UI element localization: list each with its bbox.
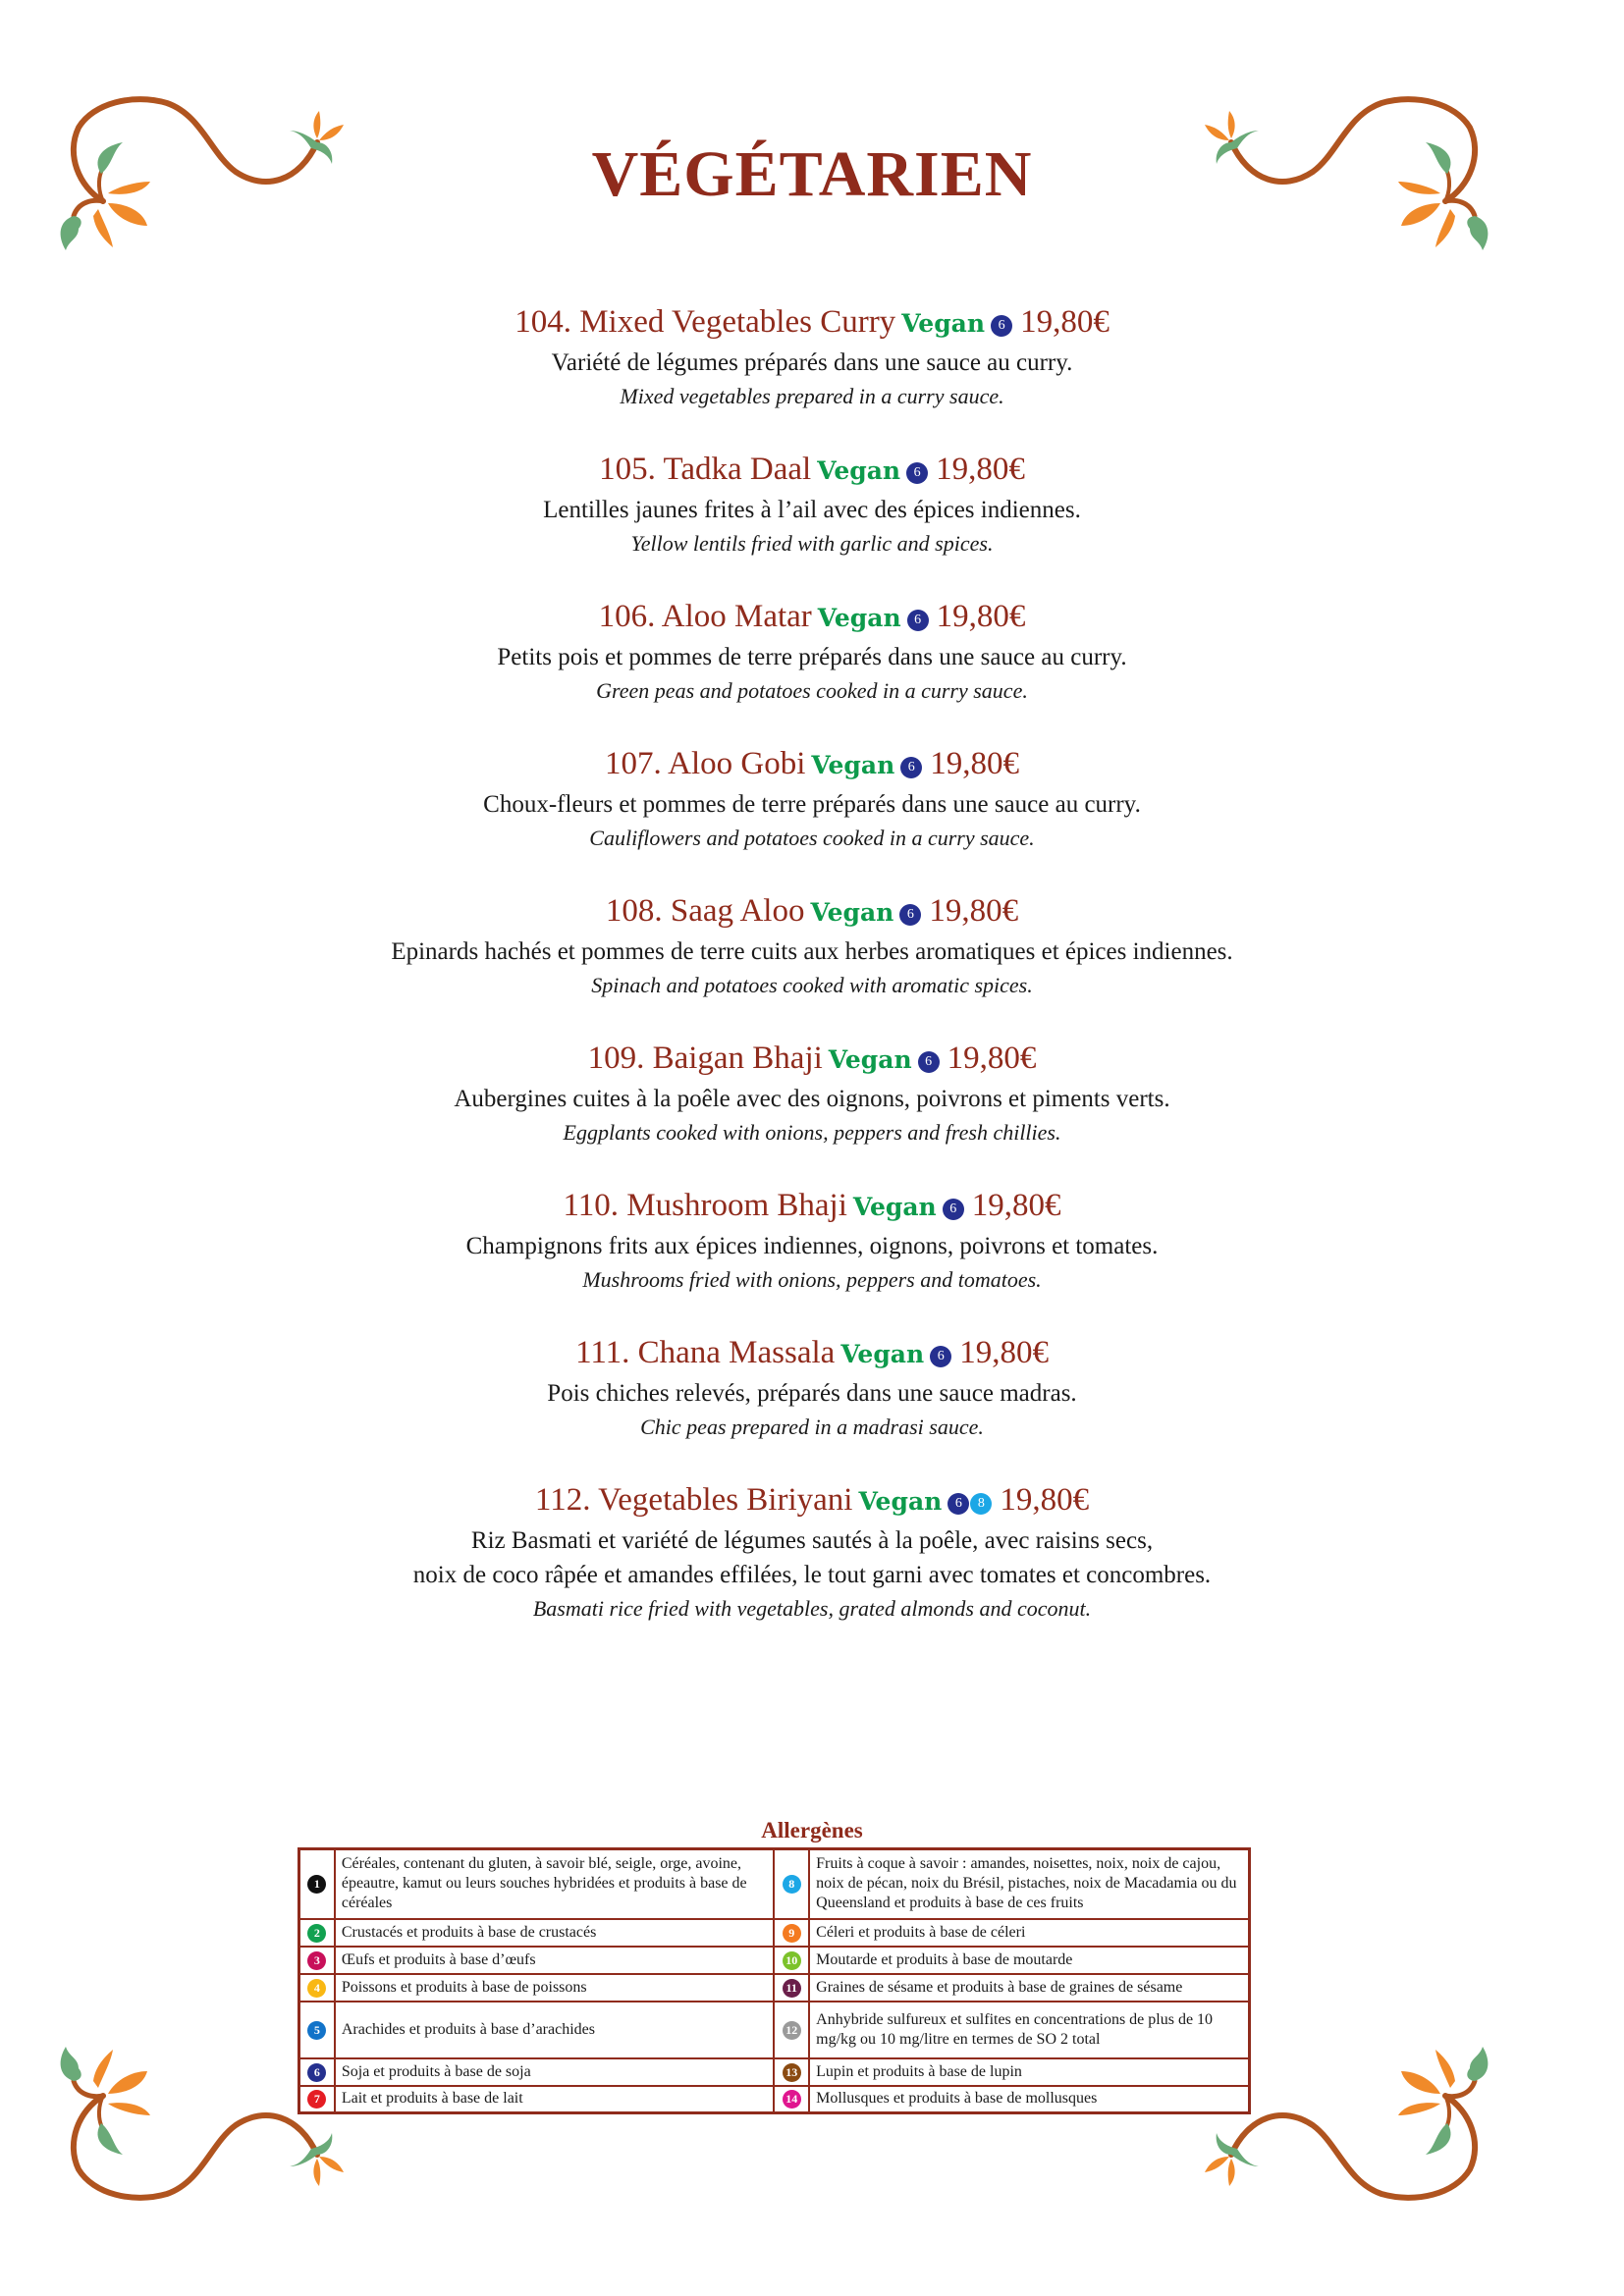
allergen-badge-1-icon: 1: [307, 1875, 326, 1894]
menu-item: [0, 1037, 1624, 1148]
dish-name: 105. Tadka Daal: [599, 452, 812, 487]
allergen-badge-6-icon: 6: [943, 1199, 964, 1220]
table-row: [299, 2002, 1250, 2058]
dish-heading: [0, 889, 1624, 934]
dish-description-en: Basmati rice fried with vegetables, grated almonds and coconut.: [532, 1596, 1092, 1621]
allergen-badge-6-icon: 6: [947, 1493, 969, 1515]
dish-description-fr: Choux-fleurs et pommes de terre préparés dans une sauce au curry.: [483, 791, 1141, 818]
dish-description-fr: Aubergines cuites à la poêle avec des oignons, poivrons et piments verts.: [454, 1086, 1170, 1112]
allergen-badge-2-icon: 2: [307, 1924, 326, 1943]
allergen-num-cell: [299, 1974, 335, 2002]
dish-price: 19,80€: [930, 746, 1020, 781]
dish-name: 104. Mixed Vegetables Curry: [514, 304, 896, 340]
menu-item: [0, 300, 1624, 412]
allergen-text: Lait et produits à base de lait: [335, 2086, 774, 2113]
allergen-badge-6-icon: 6: [900, 757, 922, 778]
dish-heading: [0, 448, 1624, 493]
dish-heading: [0, 1478, 1624, 1523]
vegan-label: Vegan: [852, 1193, 937, 1221]
allergen-num-cell: [774, 1849, 809, 1919]
dish-heading: [0, 300, 1624, 346]
vegan-label: Vegan: [817, 456, 901, 485]
allergen-badge-10-icon: 10: [783, 1951, 801, 1970]
allergen-badge-8-icon: 8: [783, 1875, 801, 1894]
dish-price: 19,80€: [929, 893, 1019, 929]
allergen-num-cell: [299, 2086, 335, 2113]
table-row: [299, 2086, 1250, 2113]
allergen-text: Moutarde et produits à base de moutarde: [809, 1947, 1249, 1974]
dish-description-en: Spinach and potatoes cooked with aromatic spices.: [591, 973, 1033, 997]
table-row: [299, 1974, 1250, 2002]
dish-heading: [0, 1037, 1624, 1082]
dish-price: 19,80€: [936, 452, 1025, 487]
dish-description-fr: Champignons frits aux épices indiennes, oignons, poivrons et tomates.: [465, 1233, 1159, 1259]
dish-description-en: Cauliflowers and potatoes cooked in a curry sauce.: [589, 826, 1035, 850]
allergen-text: Soja et produits à base de soja: [335, 2058, 774, 2086]
allergen-text: Lupin et produits à base de lupin: [809, 2058, 1249, 2086]
allergens-table: [298, 1847, 1251, 2114]
dish-price: 19,80€: [959, 1335, 1049, 1370]
allergen-badge-3-icon: 3: [307, 1951, 326, 1970]
allergen-text: Anhybride sulfureux et sulfites en concentrations de plus de 10 mg/kg ou 10 mg/litre en termes de SO 2 total: [809, 2002, 1249, 2058]
allergen-num-cell: [774, 1919, 809, 1947]
dish-description-fr-line2: noix de coco râpée et amandes effilées, le tout garni avec tomates et concombres.: [412, 1562, 1212, 1588]
dish-price: 19,80€: [947, 1041, 1037, 1076]
allergen-badge-14-icon: 14: [783, 2090, 801, 2109]
dish-price: 19,80€: [971, 1188, 1061, 1223]
allergen-badge-7-icon: 7: [307, 2090, 326, 2109]
allergen-text: Graines de sésame et produits à base de graines de sésame: [809, 1974, 1249, 2002]
dish-description-en: Chic peas prepared in a madrasi sauce.: [640, 1415, 984, 1439]
table-row: [299, 2058, 1250, 2086]
menu-item: [0, 1331, 1624, 1443]
allergen-text: Céleri et produits à base de céleri: [809, 1919, 1249, 1947]
menu-item: [0, 742, 1624, 854]
vegan-label: Vegan: [858, 1487, 943, 1516]
dish-heading: [0, 1184, 1624, 1229]
allergen-text: Arachides et produits à base d’arachides: [335, 2002, 774, 2058]
allergen-badge-6-icon: 6: [930, 1346, 951, 1367]
dish-description-en: Mushrooms fried with onions, peppers and tomatoes.: [582, 1267, 1042, 1292]
allergen-badge-8-icon: 8: [970, 1493, 992, 1515]
allergen-badge-12-icon: 12: [783, 2021, 801, 2040]
allergen-badge-6-icon: 6: [907, 610, 929, 631]
table-row: [299, 1849, 1250, 1919]
vegan-label: Vegan: [840, 1340, 925, 1368]
vegan-label: Vegan: [810, 898, 894, 927]
page-title: VÉGÉTARIEN: [591, 138, 1033, 210]
dish-price: 19,80€: [1020, 304, 1110, 340]
dish-description-fr: Petits pois et pommes de terre préparés dans une sauce au curry.: [497, 644, 1127, 670]
menu-list: [0, 300, 1624, 1660]
dish-name: 111. Chana Massala: [575, 1335, 836, 1370]
dish-name: 110. Mushroom Bhaji: [563, 1188, 847, 1223]
allergen-badge-6-icon: 6: [899, 904, 921, 926]
allergen-num-cell: [774, 2058, 809, 2086]
dish-description-en: Green peas and potatoes cooked in a curry sauce.: [596, 678, 1028, 703]
dish-description-fr: Riz Basmati et variété de légumes sautés à la poêle, avec raisins secs,: [470, 1527, 1154, 1554]
table-row: [299, 1919, 1250, 1947]
allergen-badge-13-icon: 13: [783, 2063, 801, 2082]
dish-price: 19,80€: [1000, 1482, 1090, 1518]
dish-description-fr: Epinards hachés et pommes de terre cuits aux herbes aromatiques et épices indiennes.: [391, 938, 1233, 965]
menu-item: [0, 448, 1624, 560]
dish-description-fr: Pois chiches relevés, préparés dans une sauce madras.: [547, 1380, 1077, 1407]
dish-description-fr: Lentilles jaunes frites à l’ail avec des épices indiennes.: [543, 497, 1081, 523]
allergen-text: Mollusques et produits à base de mollusques: [809, 2086, 1249, 2113]
allergen-badge-5-icon: 5: [307, 2021, 326, 2040]
menu-item: [0, 889, 1624, 1001]
allergen-num-cell: [299, 1919, 335, 1947]
allergen-badge-6-icon: 6: [991, 315, 1012, 337]
allergen-badge-6-icon: 6: [906, 462, 928, 484]
dish-heading: [0, 595, 1624, 640]
allergen-badge-4-icon: 4: [307, 1979, 326, 1998]
dish-description-en: Yellow lentils fried with garlic and spices.: [630, 531, 994, 556]
menu-item: [0, 1478, 1624, 1625]
allergen-num-cell: [299, 2002, 335, 2058]
vegan-label: Vegan: [817, 604, 901, 632]
allergen-badge-11-icon: 11: [783, 1979, 801, 1998]
menu-item: [0, 1184, 1624, 1296]
allergen-num-cell: [299, 1947, 335, 1974]
allergen-text: Céréales, contenant du gluten, à savoir blé, seigle, orge, avoine, épeautre, kamut ou leurs souches hybridées et produits à base de céréales: [335, 1849, 774, 1919]
dish-name: 108. Saag Aloo: [605, 893, 805, 929]
dish-heading: [0, 742, 1624, 787]
dish-heading: [0, 1331, 1624, 1376]
allergens-title: Allergènes: [761, 1818, 863, 1842]
allergen-text: Œufs et produits à base d’œufs: [335, 1947, 774, 1974]
dish-description-en: Eggplants cooked with onions, peppers and fresh chillies.: [563, 1120, 1061, 1145]
dish-name: 109. Baigan Bhaji: [587, 1041, 823, 1076]
allergen-num-cell: [299, 2058, 335, 2086]
allergen-num-cell: [774, 2086, 809, 2113]
allergen-text: Poissons et produits à base de poissons: [335, 1974, 774, 2002]
dish-name: 106. Aloo Matar: [598, 599, 812, 634]
allergen-text: Fruits à coque à savoir : amandes, noisettes, noix, noix de cajou, noix de pécan, noix du Brésil, pistaches, noix de Macadamia ou du Queensland et produits à base de ces fruits: [809, 1849, 1249, 1919]
allergen-num-cell: [774, 1974, 809, 2002]
vegan-label: Vegan: [901, 309, 986, 338]
dish-description-en: Mixed vegetables prepared in a curry sauce.: [620, 384, 1004, 408]
dish-name: 112. Vegetables Biriyani: [534, 1482, 853, 1518]
vegan-label: Vegan: [828, 1045, 912, 1074]
dish-description-fr: Variété de légumes préparés dans une sauce au curry.: [551, 349, 1073, 376]
allergen-num-cell: [299, 1849, 335, 1919]
menu-item: [0, 595, 1624, 707]
dish-name: 107. Aloo Gobi: [604, 746, 806, 781]
vegan-label: Vegan: [811, 751, 895, 779]
allergen-badge-9-icon: 9: [783, 1924, 801, 1943]
table-row: [299, 1947, 1250, 1974]
allergen-badge-6-icon: 6: [918, 1051, 940, 1073]
allergen-num-cell: [774, 2002, 809, 2058]
dish-price: 19,80€: [936, 599, 1026, 634]
allergen-text: Crustacés et produits à base de crustacés: [335, 1919, 774, 1947]
allergen-badge-6-icon: 6: [307, 2063, 326, 2082]
allergen-num-cell: [774, 1947, 809, 1974]
